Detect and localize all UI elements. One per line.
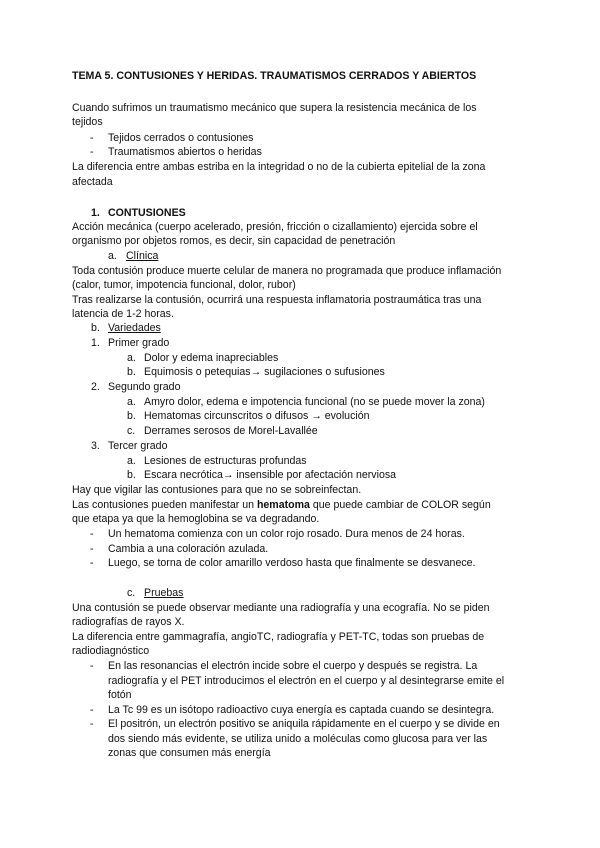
paragraph-line: Acción mecánica (cuerpo acelerado, presión, fricción o cizallamiento) ejercida sobre el bbox=[72, 221, 478, 233]
paragraph-line: (calor, tumor, impotencia funcional, dolor, rubor) bbox=[72, 279, 296, 291]
intro-line: La diferencia entre ambas estriba en la integridad o no de la cubierta epitelial de la zona bbox=[72, 161, 486, 173]
subsection-title: Pruebas bbox=[144, 587, 184, 599]
subsection-letter: b. bbox=[91, 322, 100, 334]
grade-name: Tercer grado bbox=[108, 440, 168, 452]
grade-item-letter: c. bbox=[127, 425, 136, 437]
bullet-dash: - bbox=[90, 718, 94, 730]
paragraph-line: Hay que vigilar las contusiones para que no se sobreinfectan. bbox=[72, 484, 362, 496]
text-span: que puede cambiar de COLOR según bbox=[309, 499, 491, 511]
list-item: fotón bbox=[108, 689, 132, 701]
section-number: 1. bbox=[91, 207, 100, 219]
grade-item: Escara necrótica→ insensible por afectación nerviosa bbox=[144, 469, 397, 481]
paragraph-line: organismo por objetos romos, es decir, sin capacidad de penetración bbox=[72, 235, 396, 247]
intro-line: Cuando sufrimos un traumatismo mecánico que supera la resistencia mecánica de los bbox=[72, 102, 477, 114]
grade-item-letter: b. bbox=[127, 410, 136, 422]
grade-item: Hematomas circunscritos o difusos → evolución bbox=[144, 410, 370, 422]
intro-line: tejidos bbox=[72, 116, 103, 128]
grade-number: 1. bbox=[91, 337, 100, 349]
list-item: El positrón, un electrón positivo se aniquila rápidamente en el cuerpo y se divide en bbox=[108, 718, 500, 730]
bullet-dash: - bbox=[90, 704, 94, 716]
bullet-dash: - bbox=[90, 132, 94, 144]
list-item: zonas que consumen más energía bbox=[108, 747, 271, 759]
paragraph-line bbox=[72, 498, 491, 512]
subsection-title: Variedades bbox=[108, 322, 161, 334]
subsection-letter: a. bbox=[108, 250, 117, 262]
paragraph-line: Tras realizarse la contusión, ocurrirá una respuesta inflamatoria postraumática tras una bbox=[72, 294, 482, 306]
list-item: Luego, se torna de color amarillo verdoso hasta que finalmente se desvanece. bbox=[108, 557, 476, 569]
paragraph-line: radiodiagnóstico bbox=[72, 645, 150, 657]
bullet-dash: - bbox=[90, 660, 94, 672]
bullet-dash: - bbox=[90, 528, 94, 540]
list-item: radiografía y el PET introducimos el electrón en el cuerpo y al desintegrarse emite el bbox=[108, 675, 505, 687]
grade-item-letter: b. bbox=[127, 469, 136, 481]
grade-item-letter: a. bbox=[127, 352, 136, 364]
paragraph-line: radiografías de rayos X. bbox=[72, 616, 185, 628]
bullet-dash: - bbox=[90, 557, 94, 569]
list-item: Traumatismos abiertos o heridas bbox=[108, 146, 262, 158]
bullet-dash: - bbox=[90, 146, 94, 158]
paragraph-line: Toda contusión produce muerte celular de manera no programada que produce inflamación bbox=[72, 265, 502, 277]
list-item: Cambia a una coloración azulada. bbox=[108, 543, 269, 555]
grade-number: 2. bbox=[91, 381, 100, 393]
paragraph-line: Una contusión se puede observar mediante una radiografía y una ecografía. No se piden bbox=[72, 602, 490, 614]
paragraph-line: latencia de 1-2 horas. bbox=[72, 308, 174, 320]
grade-item-letter: b. bbox=[127, 366, 136, 378]
list-item: Un hematoma comienza con un color rojo rosado. Dura menos de 24 horas. bbox=[108, 528, 465, 540]
text-span: Las contusiones pueden manifestar un bbox=[72, 499, 257, 511]
bullet-dash: - bbox=[90, 543, 94, 555]
list-item: La Tc 99 es un isótopo radioactivo cuya energía es captada cuando se desintegra. bbox=[108, 704, 495, 716]
grade-item-letter: a. bbox=[127, 396, 136, 408]
paragraph-line: que etapa ya que la hemoglobina se va degradando. bbox=[72, 513, 320, 525]
grade-item-letter: a. bbox=[127, 455, 136, 467]
intro-line: afectada bbox=[72, 176, 113, 188]
section-heading: CONTUSIONES bbox=[108, 207, 186, 219]
grade-item: Equimosis o petequias→ sugilaciones o sufusiones bbox=[144, 366, 385, 378]
grade-item: Amyro dolor, edema e impotencia funcional (no se puede mover la zona) bbox=[144, 396, 485, 408]
grade-item: Dolor y edema inapreciables bbox=[144, 352, 279, 364]
list-item: dos siendo más evidente, se utiliza unido a moléculas como glucosa para ver las bbox=[108, 733, 488, 745]
list-item: Tejidos cerrados o contusiones bbox=[108, 132, 254, 144]
grade-item: Lesiones de estructuras profundas bbox=[144, 455, 307, 467]
grade-item: Derrames serosos de Morel-Lavallée bbox=[144, 425, 318, 437]
page-title: TEMA 5. CONTUSIONES Y HERIDAS. TRAUMATISMOS CERRADOS Y ABIERTOS bbox=[72, 70, 477, 82]
grade-number: 3. bbox=[91, 440, 100, 452]
grade-name: Segundo grado bbox=[108, 381, 181, 393]
list-item: En las resonancias el electrón incide sobre el cuerpo y después se registra. La bbox=[108, 660, 478, 672]
subsection-title: Clínica bbox=[126, 250, 159, 262]
subsection-letter: c. bbox=[127, 587, 136, 599]
grade-name: Primer grado bbox=[108, 337, 170, 349]
paragraph-line: La diferencia entre gammagrafía, angioTC, radiografía y PET-TC, todas son pruebas de bbox=[72, 631, 485, 643]
bold-term: hematoma bbox=[256, 499, 310, 511]
